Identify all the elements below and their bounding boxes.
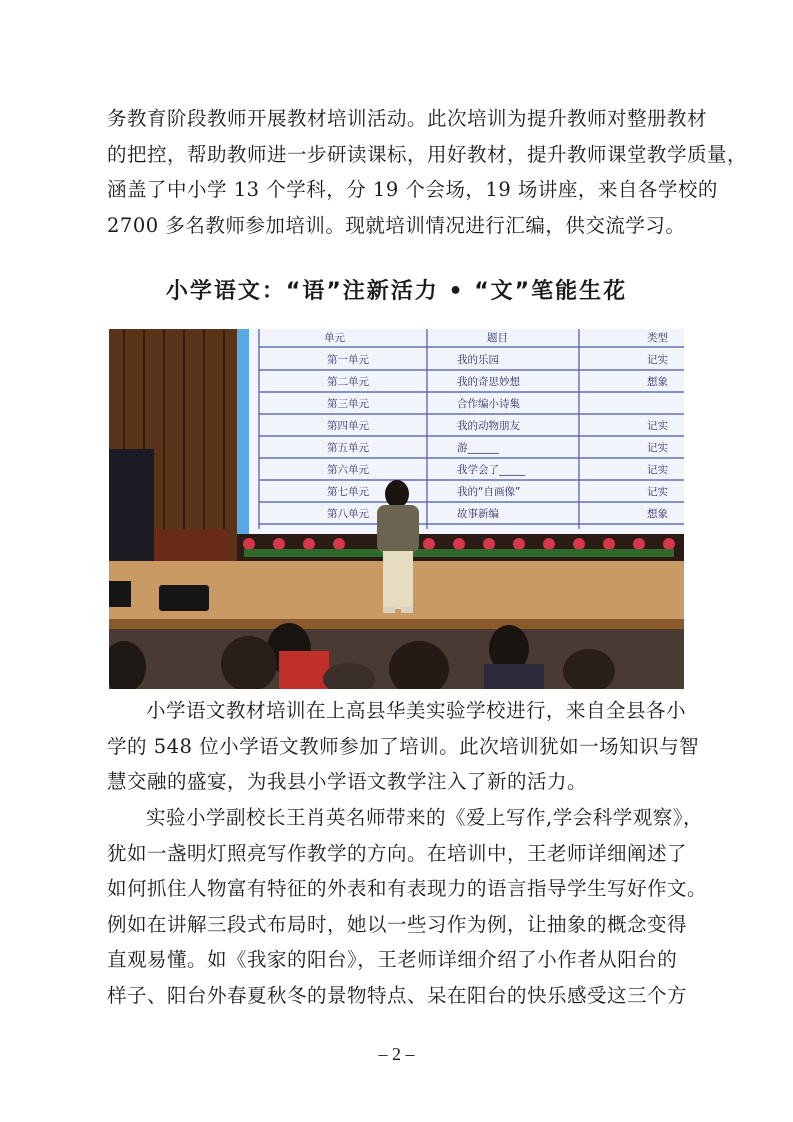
table-header-topic: 题目: [487, 332, 508, 344]
svg-text:想象: 想象: [647, 508, 668, 520]
text-line: 务教育阶段教师开展教材培训活动。此次培训为提升教师对整册教材: [107, 107, 708, 130]
text-line: 直观易懂。如《我家的阳台》，王老师详细介绍了小作者从阳台的: [107, 948, 678, 971]
svg-text:我的动物朋友: 我的动物朋友: [457, 420, 520, 432]
svg-text:记实: 记实: [647, 486, 668, 498]
text-line: 样子、阳台外春夏秋冬的景物特点、呆在阳台的快乐感受这三个方: [107, 983, 688, 1007]
text-line: 慧交融的盛宴，为我县小学语文教学注入了新的活力。: [107, 770, 588, 793]
svg-text:第一单元: 第一单元: [327, 354, 369, 366]
svg-text:第六单元: 第六单元: [327, 464, 369, 476]
text-line: 2700 多名教师参加培训。现就培训情况进行汇编，供交流学习。: [107, 213, 686, 237]
svg-text:我学会了_____: 我学会了_____: [457, 464, 526, 476]
training-photo: [109, 329, 684, 689]
text-line: 学的 548 位小学语文教师参加了培训。此次培训犹如一场知识与智: [107, 734, 700, 758]
svg-text:记实: 记实: [647, 354, 668, 366]
svg-text:我的奇思妙想: 我的奇思妙想: [457, 376, 520, 388]
svg-text:记实: 记实: [647, 420, 668, 432]
svg-text:游______: 游______: [457, 442, 499, 454]
svg-text:我的乐园: 我的乐园: [457, 354, 499, 366]
table-header-unit: 单元: [324, 332, 345, 344]
svg-text:记实: 记实: [647, 442, 668, 454]
text-line: 犹如一盏明灯照亮写作教学的方向。在培训中，王老师详细阐述了: [107, 841, 688, 865]
svg-text:第五单元: 第五单元: [327, 442, 369, 454]
svg-text:记实: 记实: [647, 464, 668, 476]
svg-text:故事新编: 故事新编: [457, 508, 499, 520]
svg-text:第三单元: 第三单元: [327, 398, 369, 410]
text-line: 小学语文教材培训在上高县华美实验学校进行，来自全县各小: [146, 699, 687, 722]
svg-text:第四单元: 第四单元: [327, 420, 369, 432]
text-line: 的把控，帮助教师进一步研读课标，用好教材，提升教师课堂教学质量，: [107, 142, 748, 166]
svg-text:合作编小诗集: 合作编小诗集: [457, 398, 520, 410]
text-line: 例如在讲解三段式布局时，她以一些习作为例，让抽象的概念变得: [107, 912, 688, 936]
table-header-type: 类型: [647, 332, 668, 344]
text-line: 如何抓住人物富有特征的外表和有表现力的语言指导学生写好作文。: [107, 877, 708, 900]
svg-text:第八单元: 第八单元: [327, 508, 369, 520]
text-line: 涵盖了中小学 13 个学科，分 19 个会场，19 场讲座，来自各学校的: [107, 178, 718, 201]
section-heading: 小学语文：“语”注新活力 • “文”笔能生花: [165, 279, 628, 304]
svg-text:第二单元: 第二单元: [327, 376, 369, 388]
svg-text:第七单元: 第七单元: [327, 486, 369, 498]
svg-text:我的“自画像”: 我的“自画像”: [457, 486, 521, 498]
body-paragraph-1: [107, 693, 700, 800]
body-paragraph-2: [107, 800, 708, 1013]
intro-paragraph: [107, 101, 748, 243]
text-line: 实验小学副校长王肖英名师带来的《爱上写作,学会科学观察》，: [146, 806, 703, 829]
svg-text:想象: 想象: [647, 376, 668, 388]
page-number: – 2 –: [378, 1044, 415, 1064]
